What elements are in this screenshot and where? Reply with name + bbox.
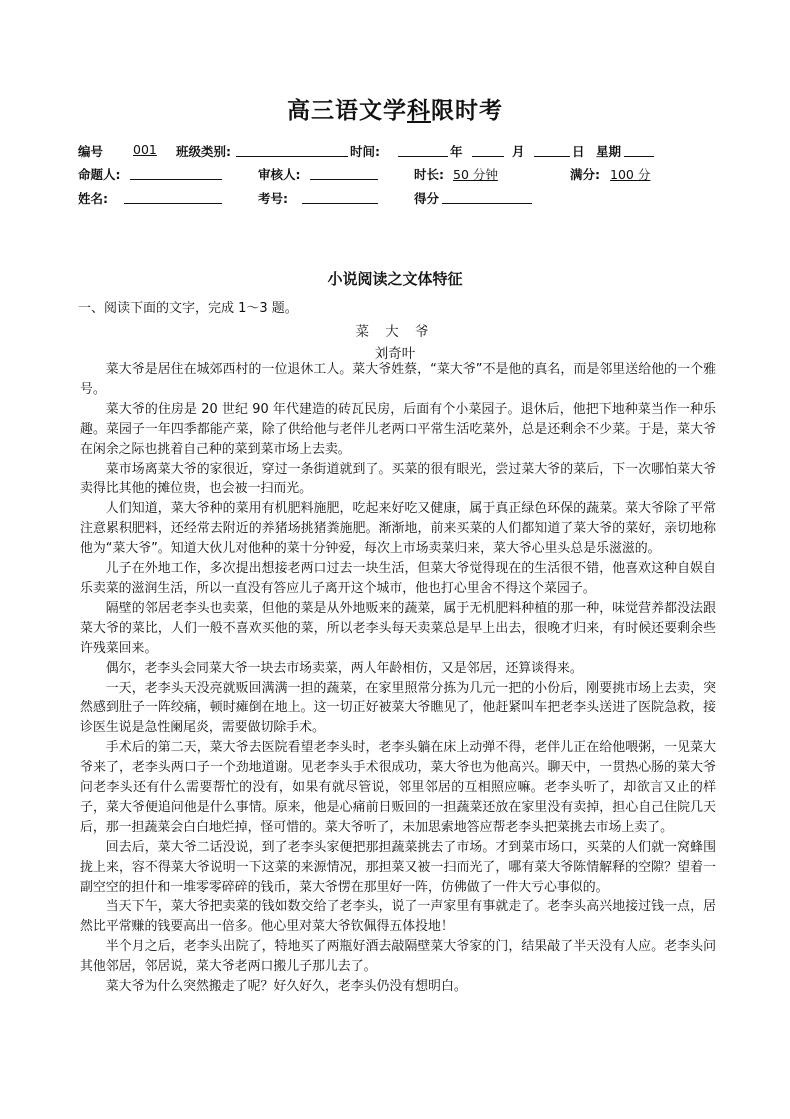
paragraph: 人们知道，菜大爷种的菜用有机肥料施肥，吃起来好吃又健康，属于真正绿色环保的蔬菜。菜大爷除了平常注意累积肥料，还经常去附近的养猪场挑猪粪施肥。渐渐地，前来买菜的人们都知道了菜大爷的菜好，亲切地称他为“菜大爷”。知道大伙儿对他种的菜十分钟爱，每次上市场卖菜归来，菜大爷心里头总是乐滋滋的。 [80,501,716,557]
number-label: 编号 [78,144,104,159]
paragraph: 菜大爷为什么突然搬走了呢？好久好久，老李头仍没有想明白。 [105,979,467,995]
class-label: 班级类别: [176,144,231,159]
month-blank[interactable] [472,156,504,157]
reviewer-blank[interactable] [310,179,378,180]
paragraph: 偶尔，老李头会同菜大爷一块去市场卖菜，两人年龄相仿，又是邻居，还算谈得来。 [105,660,583,676]
paragraph: 一天，老李头天没亮就贩回满满一担的蔬菜，在家里照常分拣为几元一把的小份后，刚要挑市场上去卖，突然感到肚子一阵绞痛，顿时瘫倒在地上。这一切正好被菜大爷瞧见了，他赶紧叫车把老李头送进了医院急救，接诊医生说是急性阑尾炎，需要做切除手术。 [80,680,716,736]
time-label: 时间: [350,144,380,159]
header-row-2 [78,165,718,185]
header-row-1 [78,142,718,162]
title-underlined-char: 科 [407,97,431,124]
day-label: 日 [572,144,585,159]
paragraph: 隔壁的邻居老李头也卖菜，但他的菜是从外地贩来的蔬菜，属于无机肥料种植的那一种，味觉营养都没法跟菜大爷的菜比，人们一般不喜欢买他的菜，所以老李头每天卖菜总是早上出去，很晚才归来，有时候还要剩余些许残菜回来。 [80,600,716,656]
paragraph: 当天下午，菜大爷把卖菜的钱如数交给了老李头，说了一声家里有事就走了。老李头高兴地接过钱一点，居然比平常赚的钱要高出一倍多。他心里对菜大爷钦佩得五体投地！ [80,899,716,935]
page-title: 高三语文学科限时考 [287,97,503,124]
author-label: 命题人: [78,167,121,182]
full-score-value: 100 分 [610,167,651,182]
name-label: 姓名: [78,191,108,206]
paragraph: 菜大爷是居住在城郊西村的一位退休工人。菜大爷姓蔡，“菜大爷”不是他的真名，而是邻里送给他的一个雅号。 [80,362,716,397]
weekday-blank[interactable] [624,156,654,157]
full-score-label: 满分: [570,167,600,182]
paragraph: 菜市场离菜大爷的家很近，穿过一条街道就到了。买菜的很有眼光，尝过菜大爷的菜后，下一次哪怕菜大爷卖得比其他的摊位贵，也会被一扫而光。 [80,461,716,497]
year-blank[interactable] [398,156,448,157]
duration-value: 50 分钟 [453,167,498,182]
reviewer-label: 审核人: [258,167,301,182]
score-label: 得分 [414,191,440,206]
story-author: 刘奇叶 [374,346,416,362]
paragraph: 手术后的第二天，菜大爷去医院看望老李头时，老李头躺在床上动弹不得，老伴儿正在给他喂粥，一见菜大爷来了，老李头两口子一个劲地道谢。见老李头手术很成功，菜大爷也为他高兴。聊天中，一贯热心肠的菜大爷问老李头还有什么需要帮忙的没有，如果有就尽管说，邻里邻居的互相照应嘛。老李头听了，却欲言又止的样子，菜大爷便追问他是什么事情。原来，他是心痛前日贩回的一担蔬菜还放在家里没有卖掉，担心自己住院几天后，那一担蔬菜会白白地烂掉，怪可惜的。菜大爷听了，未加思索地答应帮老李头把菜挑去市场上卖了。 [80,740,716,835]
header-row-3 [78,189,718,209]
year-label: 年 [450,144,463,159]
number-value: 001 [133,142,157,157]
author-blank[interactable] [130,179,222,180]
name-blank[interactable] [124,203,222,204]
class-blank[interactable] [236,156,348,157]
paragraph: 半个月之后，老李头出院了，特地买了两瓶好酒去敲隔壁菜大爷家的门，结果敲了半天没有人应。老李头问其他邻居，邻居说，菜大爷老两口搬儿子那儿去了。 [80,939,716,975]
weekday-label: 星期 [596,144,622,159]
score-blank[interactable] [442,203,532,204]
exam-no-label: 考号: [258,191,288,206]
story-body [80,360,716,997]
exam-no-blank[interactable] [302,203,378,204]
paragraph: 儿子在外地工作，多次提出想接老两口过去一块生活，但菜大爷觉得现在的生活很不错，他喜欢这种自娱自乐卖菜的滋润生活，所以一直没有答应儿子离开这个城市，他也打心里舍不得这个菜园子。 [80,561,716,596]
paragraph: 菜大爷的住房是 20 世纪 90 年代建造的砖瓦民房，后面有个小菜园子。退休后，他把下地种菜当作一种乐趣。菜园子一年四季都能产菜，除了供给他与老伴儿老两口平常生活吃菜外，总是还剩余不少菜。于是，菜大爷在闲余之际也挑着自己种的菜到菜市场上去卖。 [80,401,716,457]
section-title: 小说阅读之文体特征 [327,270,463,288]
story-title: 菜 大 爷 [355,324,435,340]
question-instruction: 一、阅读下面的文字，完成 1～3 题。 [78,301,298,316]
day-blank[interactable] [534,156,570,157]
duration-label: 时长: [414,167,444,182]
paragraph: 回去后，菜大爷二话没说，到了老李头家便把那担蔬菜挑去了市场。才到菜市场口，买菜的人们就一窝蜂围拢上来，容不得菜大爷说明一下这菜的来源情况，那担菜又被一扫而光了，哪有菜大爷陈情解释的空隙？望着一副空空的担什和一堆零零碎碎的钱币，菜大爷愣在那里好一阵，仿佛做了一件大亏心事似的。 [80,839,716,895]
month-label: 月 [512,144,525,159]
